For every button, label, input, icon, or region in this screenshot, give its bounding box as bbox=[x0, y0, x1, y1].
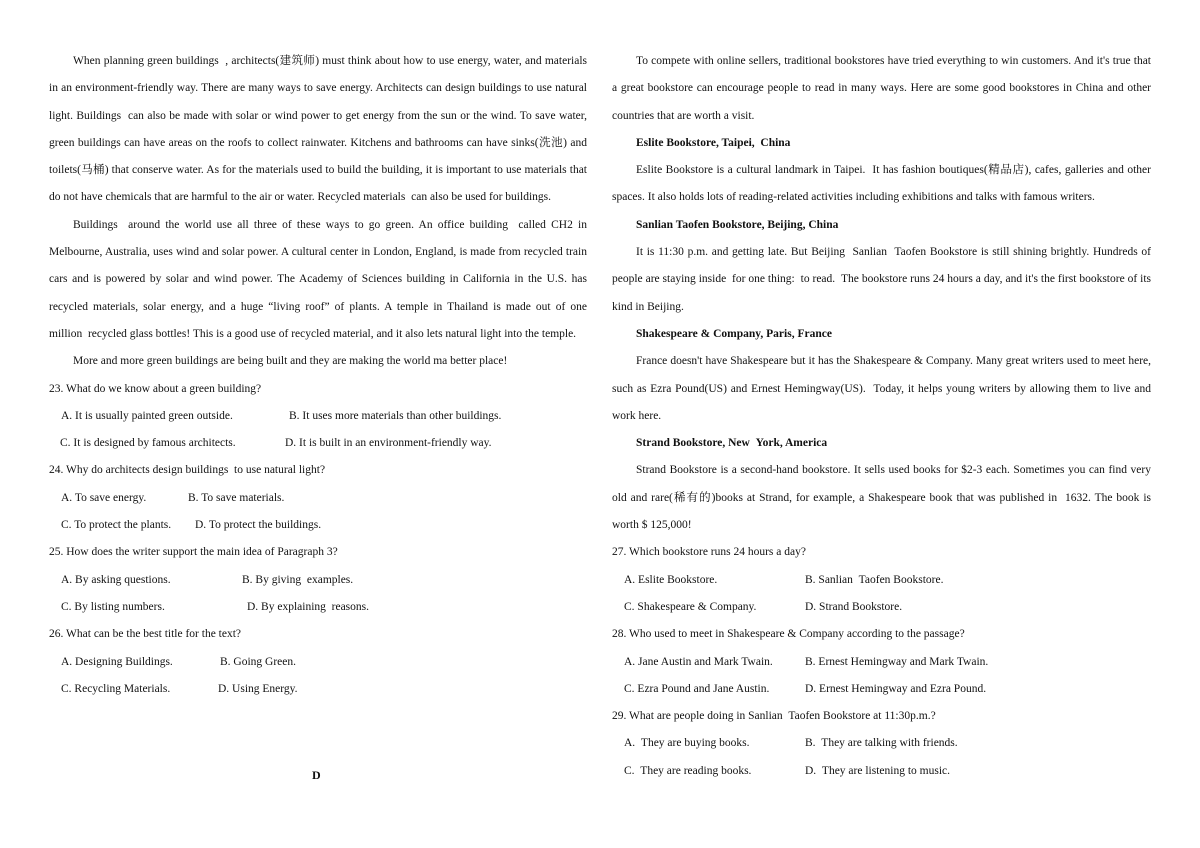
option-b: B. Going Green. bbox=[220, 655, 297, 668]
option-d: D. They are listening to music. bbox=[805, 764, 950, 777]
intro-paragraph: To compete with online sellers, traditional bookstores have tried everything to win customers. And it's true that a great bookstore can encourage people to read in many ways. Here are some good bookstores in China and other countries that are worth a visit. bbox=[612, 55, 1151, 122]
option-row bbox=[49, 485, 587, 512]
option-d: D. It is built in an environment-friendly way. bbox=[285, 437, 492, 450]
store-text-sanlian: It is 11:30 p.m. and getting late. But Beijing Sanlian Taofen Bookstore is still shining brightly. Hundreds of people are staying inside for one thing: to read. The bookstore runs 24 hours a day, and it's the first bookstore of its kind in Beijing. bbox=[612, 246, 1151, 313]
option-row bbox=[49, 512, 587, 539]
option-b: B. Sanlian Taofen Bookstore. bbox=[805, 573, 944, 586]
passage-paragraph-1: When planning green buildings , architects(建筑师) must think about how to use energy, water, and materials in an environment-friendly way. There are many ways to save energy. Architects can design buildings to use natural light. Buildings can also be made with solar or wind power to get energy from the sun or the wind. To save water, green buildings can have areas on the roofs to collect rainwater. Kitchens and bathrooms can have sinks(洗池) and toilets(马桶) that conserve water. As for the materials used to build the building, it is important to use materials that do not have chemicals that are harmful to the air or water. Recycled materials can also be used for buildings. bbox=[49, 55, 587, 204]
option-a: A. Eslite Bookstore. bbox=[624, 573, 718, 586]
question-28 bbox=[612, 621, 1151, 703]
option-row bbox=[49, 567, 587, 594]
option-d: D. Ernest Hemingway and Ezra Pound. bbox=[805, 682, 987, 695]
store-text-eslite: Eslite Bookstore is a cultural landmark in Taipei. It has fashion boutiques(精品店), cafes, galleries and other spaces. It also holds lots of reading-related activities including exhibitions and talks with famous writers. bbox=[612, 164, 1151, 204]
passage-paragraph-2: Buildings around the world use all three of these ways to go green. An office building called CH2 in Melbourne, Australia, uses wind and solar power. A cultural center in London, England, is made from recycled train cars and is powered by solar and wind power. The Academy of Sciences building in California in the U.S. has recycled materials, solar energy, and a huge “living roof” of plants. A temple in Thailand is made out of one million recycled glass bottles! This is a good use of recycled material, and it also lets natural light into the temple. bbox=[49, 218, 587, 340]
question-23 bbox=[49, 376, 587, 458]
passage-paragraph-3: More and more green buildings are being built and they are making the world ma better place! bbox=[73, 355, 508, 368]
option-row bbox=[612, 676, 1151, 703]
option-a: A. By asking questions. bbox=[61, 573, 171, 586]
option-row bbox=[612, 594, 1151, 621]
option-d: D. Using Energy. bbox=[218, 682, 298, 695]
option-c: C. Recycling Materials. bbox=[61, 682, 171, 695]
store-heading-sanlian: Sanlian Taofen Bookstore, Beijing, China bbox=[636, 218, 839, 231]
option-b: B. Ernest Hemingway and Mark Twain. bbox=[805, 655, 989, 668]
store-text-strand: Strand Bookstore is a second-hand bookstore. It sells used books for $2-3 each. Sometimes you can find very old and rare(稀有的)books at Strand, for example, a Shakespeare book that was published in 1632. The book is worth $ 125,000! bbox=[612, 464, 1151, 532]
store-heading-strand: Strand Bookstore, New York, America bbox=[636, 437, 828, 450]
option-b: B. To save materials. bbox=[188, 491, 285, 504]
option-row bbox=[49, 649, 587, 676]
option-a: A. They are buying books. bbox=[624, 737, 750, 750]
question-text: 27. Which bookstore runs 24 hours a day? bbox=[612, 546, 806, 559]
store-heading-eslite: Eslite Bookstore, Taipei, China bbox=[636, 136, 791, 149]
option-row bbox=[49, 430, 587, 457]
question-text: 23. What do we know about a green building? bbox=[49, 382, 262, 395]
question-text: 28. Who used to meet in Shakespeare & Company according to the passage? bbox=[612, 628, 965, 641]
option-c: C. They are reading books. bbox=[624, 764, 752, 777]
left-column bbox=[49, 48, 587, 703]
question-text: 24. Why do architects design buildings to use natural light? bbox=[49, 464, 326, 477]
option-d: D. To protect the buildings. bbox=[195, 519, 322, 532]
option-b: B. It uses more materials than other buildings. bbox=[289, 409, 502, 422]
option-row bbox=[612, 649, 1151, 676]
question-text: 29. What are people doing in Sanlian Taofen Bookstore at 11:30p.m.? bbox=[612, 710, 936, 723]
section-letter: D bbox=[312, 768, 321, 782]
option-row bbox=[612, 567, 1151, 594]
option-row bbox=[49, 676, 587, 703]
option-d: D. By explaining reasons. bbox=[247, 600, 370, 613]
option-a: A. To save energy. bbox=[61, 491, 147, 504]
right-column bbox=[612, 48, 1151, 785]
option-b: B. They are talking with friends. bbox=[805, 737, 958, 750]
option-d: D. Strand Bookstore. bbox=[805, 600, 903, 613]
option-a: A. Jane Austin and Mark Twain. bbox=[624, 655, 773, 668]
question-25 bbox=[49, 539, 587, 621]
option-c: C. To protect the plants. bbox=[61, 519, 172, 532]
option-a: A. Designing Buildings. bbox=[61, 655, 173, 668]
option-a: A. It is usually painted green outside. bbox=[61, 409, 233, 422]
store-heading-shakespeare: Shakespeare & Company, Paris, France bbox=[636, 327, 832, 340]
option-row bbox=[49, 403, 587, 430]
question-27 bbox=[612, 539, 1151, 621]
option-row bbox=[49, 594, 587, 621]
option-b: B. By giving examples. bbox=[242, 573, 354, 586]
question-29 bbox=[612, 703, 1151, 785]
option-c: C. It is designed by famous architects. bbox=[60, 437, 236, 450]
option-c: C. By listing numbers. bbox=[61, 600, 165, 613]
question-text: 25. How does the writer support the main idea of Paragraph 3? bbox=[49, 546, 338, 559]
question-24 bbox=[49, 457, 587, 539]
question-text: 26. What can be the best title for the text? bbox=[49, 628, 242, 641]
option-row bbox=[612, 730, 1151, 757]
question-26 bbox=[49, 621, 587, 703]
store-text-shakespeare: France doesn't have Shakespeare but it has the Shakespeare & Company. Many great writers used to meet here, such as Ezra Pound(US) and Ernest Hemingway(US). Today, it helps young writers by allowing them to live and work here. bbox=[612, 355, 1151, 422]
option-row bbox=[612, 758, 1151, 785]
option-c: C. Ezra Pound and Jane Austin. bbox=[624, 682, 770, 695]
option-c: C. Shakespeare & Company. bbox=[624, 600, 757, 613]
